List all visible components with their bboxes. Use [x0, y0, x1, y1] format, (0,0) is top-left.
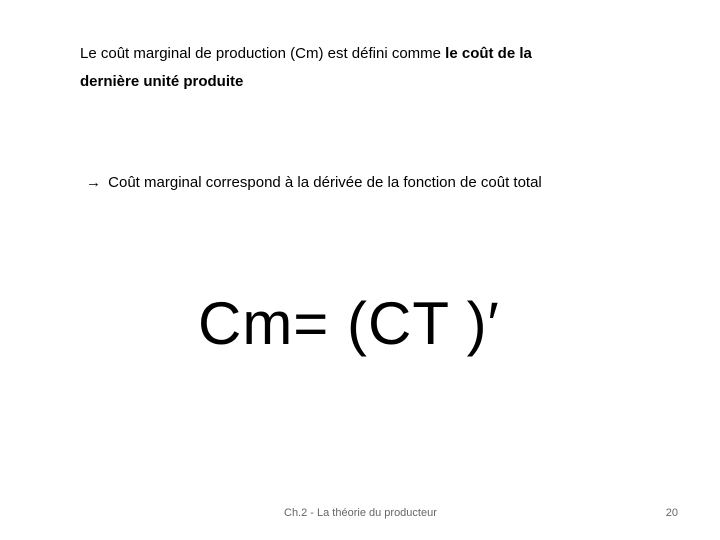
arrow-right-icon: →: [86, 174, 101, 191]
derivative-text: Coût marginal correspond à la dérivée de la fonction de coût total: [104, 174, 542, 191]
definition-text: Le coût marginal de production (Cm) est défini comme: [80, 45, 446, 62]
definition-bold-text: le coût de la dernière unité produite: [80, 45, 532, 90]
marginal-cost-formula: Cm= (CT )′: [198, 290, 500, 357]
definition-paragraph: [80, 40, 560, 96]
page-number: 20: [665, 507, 678, 519]
footer-chapter-title: Ch.2 - La théorie du producteur: [284, 507, 437, 519]
slide-footer: [0, 507, 720, 525]
derivative-paragraph: [86, 172, 566, 194]
